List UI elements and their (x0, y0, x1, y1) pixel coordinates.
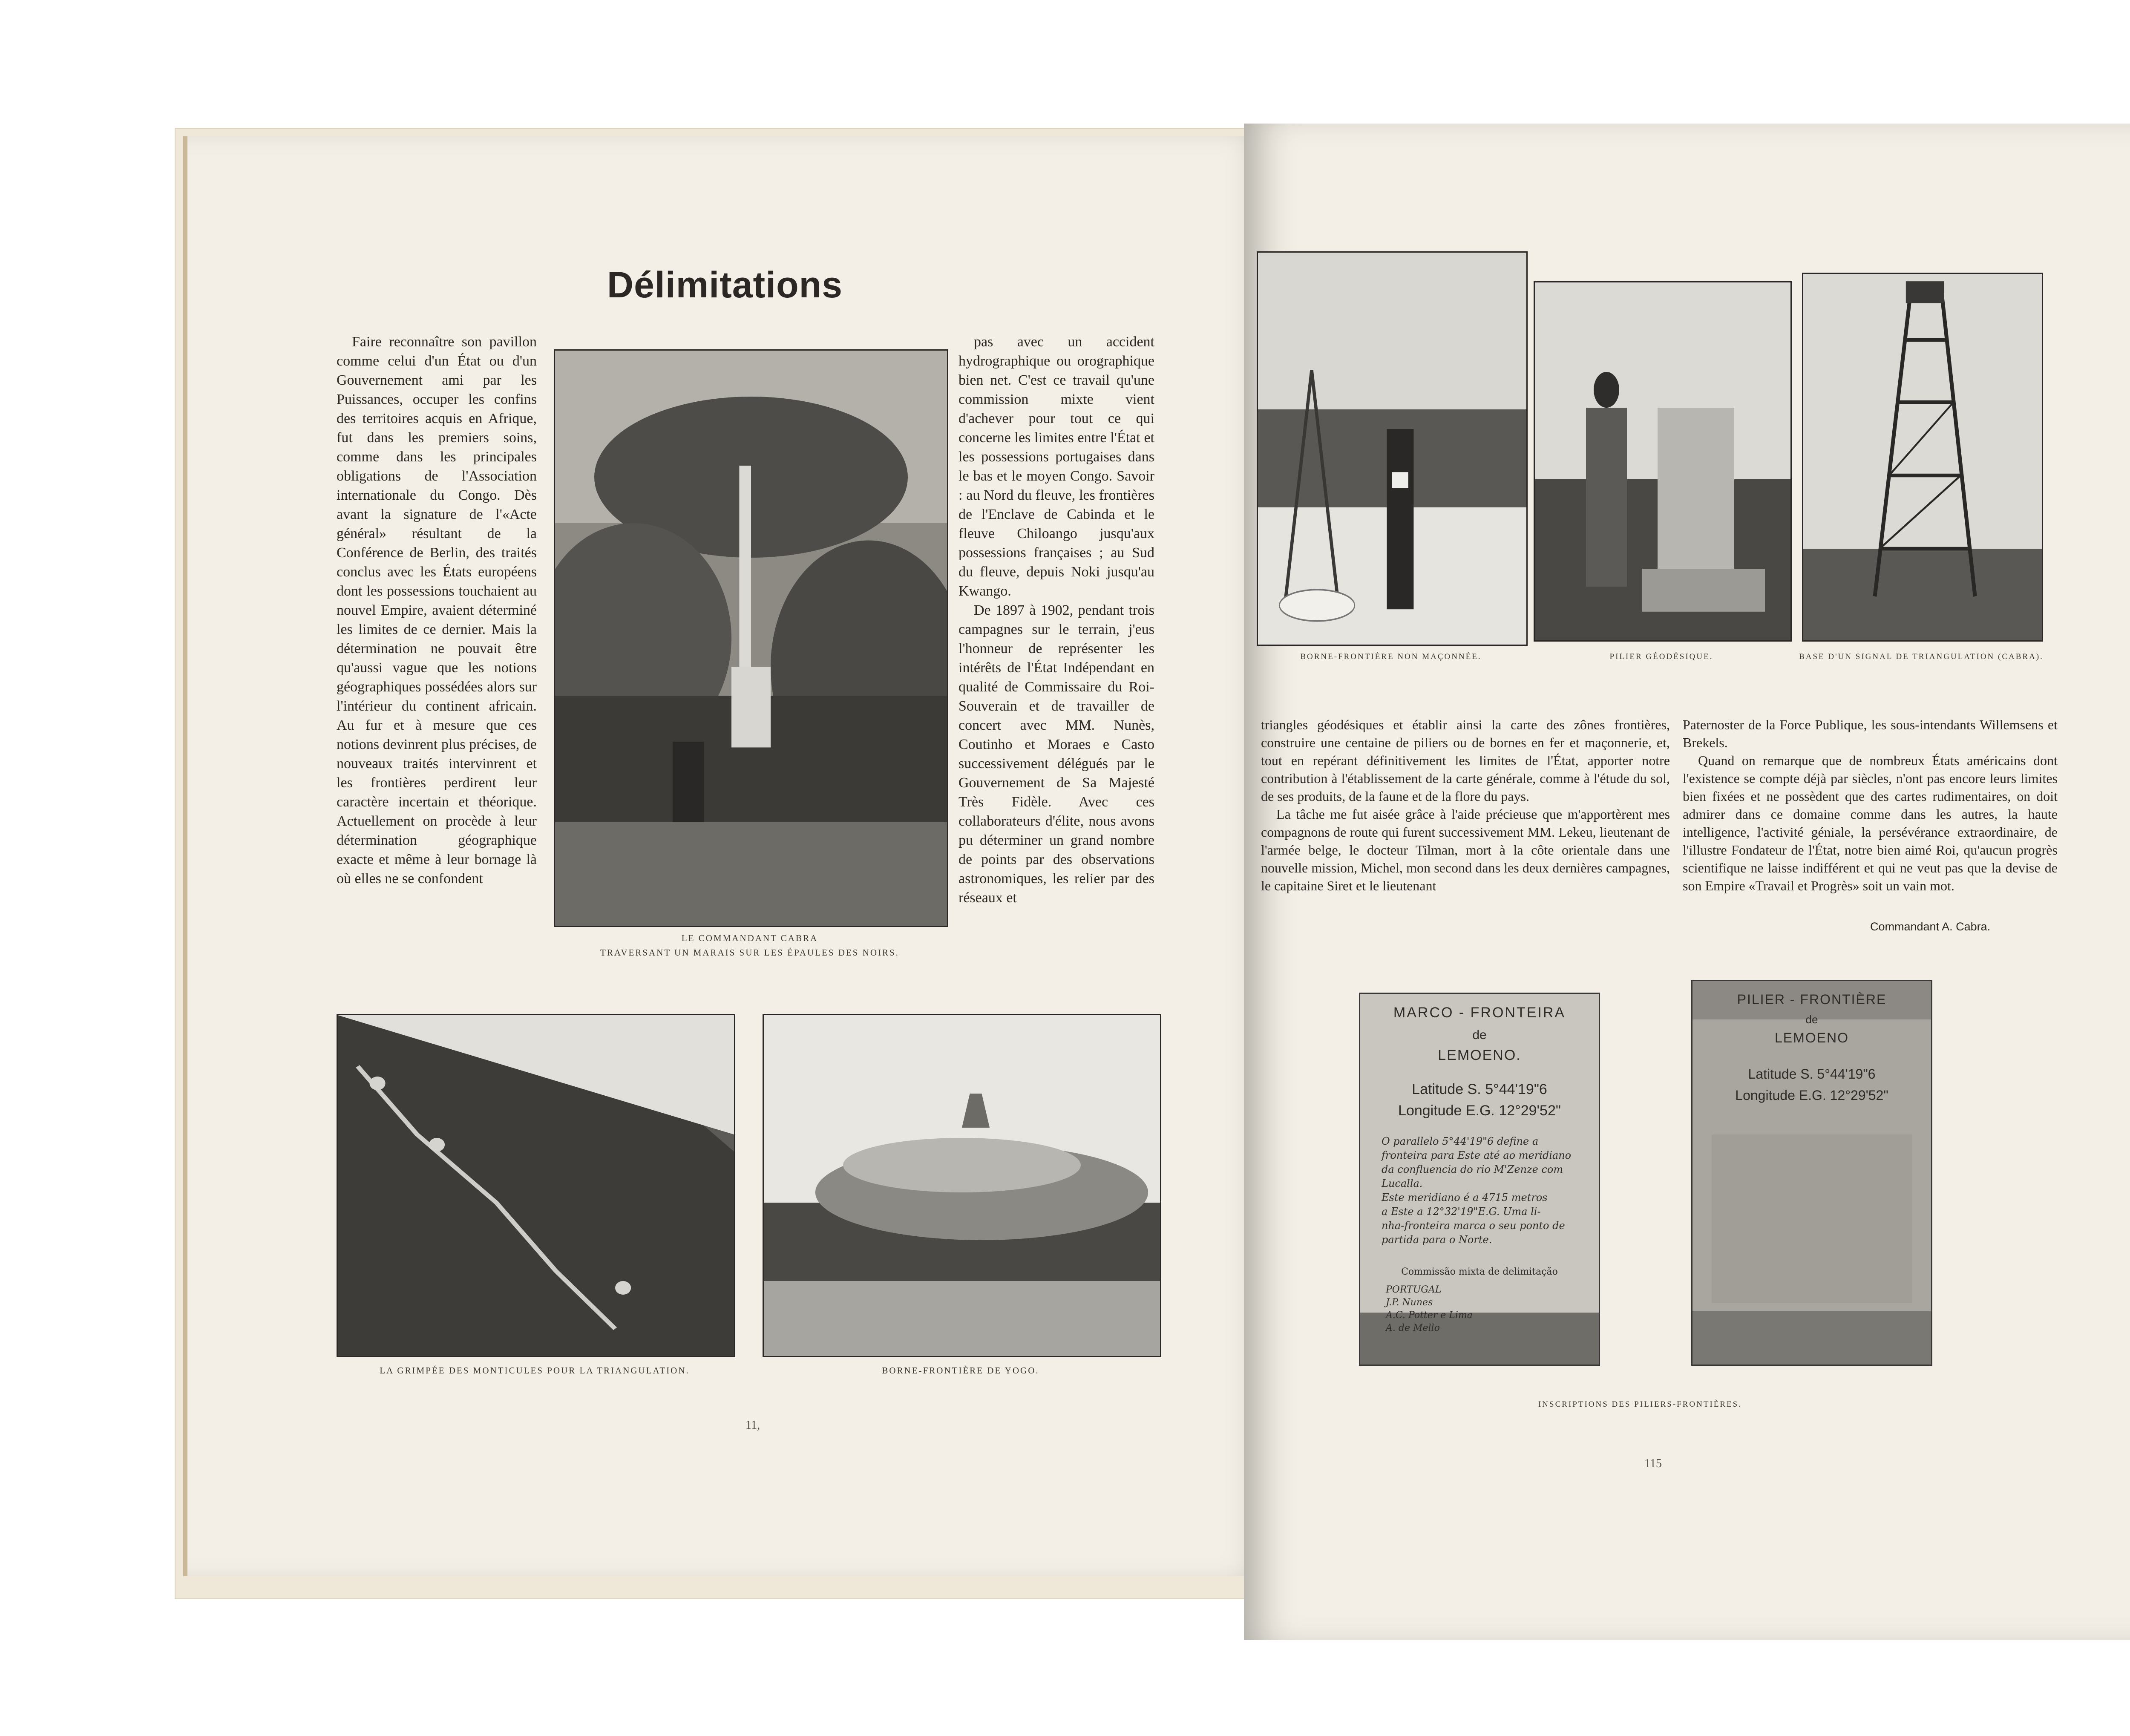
paragraph: Quand on remarque que de nombreux États américains dont l'existence se compte déjà par siècles, n'ont pas encore leurs limites bien fixées et ne possèdent que des cartes rudimentaires, on doit admirer dans ce domaine comme dans les autres, la haute intelligence, l'activité géniale, la persévérance extraordinaire, de l'illustre Fondateur de l'État, notre bien aimé Roi, qu'aucun progrès scientifique ne laisse indifférent et qui ne veut pas que la devise de son Empire «Travail et Progrès» soit un vain mot. (1683, 753, 2058, 893)
plaques-caption: INSCRIPTIONS DES PILIERS-FRONTIÈRES. (1538, 1400, 1742, 1409)
plaque1-commission: Commissão mixta de delimitação (1401, 1267, 1558, 1277)
inscription-line: nha-fronteira marca o seu ponto de (1382, 1220, 1565, 1232)
plaque1-inscription (1382, 1134, 1586, 1247)
caption-line: TRAVERSANT UN MARAIS SUR LES ÉPAULES DES NOIRS. (600, 947, 899, 958)
plaque2-de: de (1805, 1013, 1818, 1026)
photo-caption-2: PILIER GÉODÉSIQUE. (1609, 652, 1713, 661)
photo-boundary-rock (763, 1014, 1161, 1357)
paragraph: pas avec un accident hydrographique ou orographique bien net. C'est ce travail qu'une commission mixte vient d'achever pour tout ce qui concerne les limites entre l'État et les possessions portugaises dans le bas et le moyen Congo. Savoir : au Nord du fleuve, les frontières de l'Enclave de Cabinda et le fleuve Chiloango jusqu'aux possessions françaises ; au Sud du fleuve, depuis Noki jusqu'au Kwango. (958, 334, 1154, 599)
photo-hill-caption: LA GRIMPÉE DES MONTICULES POUR LA TRIANGULATION. (380, 1365, 690, 1376)
photo-hill-climb (337, 1014, 735, 1357)
plaque-pilier-frontiere (1691, 980, 1932, 1366)
caption-line: LE COMMANDANT CABRA (681, 933, 818, 943)
plaque1-de: de (1472, 1028, 1487, 1042)
photo-marsh-crossing (554, 349, 948, 927)
left-column-1 (337, 332, 537, 888)
inscription-line: Lucalla. (1382, 1177, 1423, 1189)
plaque-name: J.P. Nunes (1386, 1297, 1433, 1308)
left-column-2 (958, 332, 1154, 907)
paragraph: De 1897 à 1902, pendant trois campagnes sur le terrain, j'eus l'honneur de représenter les intérêts de l'État Indépendant en qualité de Commissaire du Roi-Souverain et de travailler de concert avec MM. Nunès, Coutinho et Moraes e Casto successivement délégués par le Gouvernement de Sa Majesté Très Fidèle. Avec ces collaborateurs d'élite, nous avons pu déterminer un grand nombre de points par des observations astronomiques, les relier par des réseaux et (958, 602, 1154, 906)
photo-main-caption (554, 931, 946, 960)
right-column-2 (1683, 716, 2058, 895)
paragraph: triangles géodésiques et établir ainsi la carte des zônes frontières, construire une centaine de piliers ou de bornes en fer et maçonnerie, et, tout en repérant définitivement les limites de l'État, apporter notre contribution à l'établissement de la carte générale, comme à l'étude du sol, de ses produits, de la faune et de la flore du pays. (1261, 717, 1670, 804)
inscription-line: Este meridiano é a 4715 metros (1382, 1192, 1548, 1203)
plaque-name: PORTUGAL (1386, 1284, 1442, 1295)
page-number-left: 11, (746, 1419, 760, 1432)
inscription-line: O parallelo 5°44'19"6 define a (1382, 1135, 1539, 1147)
paragraph: Paternoster de la Force Publique, les sous-intendants Willemsens et Brekels. (1683, 717, 2058, 750)
photo-triangulation-tower (1802, 273, 2043, 642)
plaque2-heading: PILIER - FRONTIÈRE (1737, 992, 1887, 1007)
inscription-line: da confluencia do rio M'Zenze com (1382, 1163, 1563, 1175)
photo-unmasoned-boundary (1257, 251, 1528, 646)
paragraph: La tâche me fut aisée grâce à l'aide précieuse que m'apportèrent mes compagnons de route qui furent successivement MM. Lekeu, lieutenant de l'armée belge, le docteur Tilman, mort à la côte orientale dans une nouvelle mission, Michel, mon second dans les deux dernières campagnes, le capitaine Siret et le lieutenant (1261, 806, 1670, 893)
plaque2-longitude: Longitude E.G. 12°29'52" (1735, 1088, 1888, 1103)
plaque-marco-fronteira (1359, 993, 1600, 1366)
plaque2-latitude: Latitude S. 5°44'19"6 (1748, 1066, 1876, 1082)
plaque1-place: LEMOENO. (1438, 1047, 1521, 1063)
inscription-line: fronteira para Este até ao meridiano (1382, 1149, 1572, 1161)
photo-caption-1: BORNE-FRONTIÈRE NON MAÇONNÉE. (1300, 652, 1482, 661)
photo-caption-3: BASE D'UN SIGNAL DE TRIANGULATION (CABRA). (1799, 652, 2044, 661)
paragraph: Faire reconnaître son pavillon comme celui d'un État ou d'un Gouvernement ami par les Puissances, occuper les confins des territoires acquis en Afrique, fut dans les premiers soins, comme dans les principales obligations de l'Association internationale du Congo. Dès avant la signature de l'«Acte général» résultant de la Conférence de Berlin, des traités conclus avec les États européens dont les possessions touchaient au nouvel Empire, avaient déterminé les limites de ce dernier. Mais la détermination ne pouvait être qu'aussi vague que les notions géographiques possédées alors sur l'intérieur du continent africain. Au fur et à mesure que ces notions devinrent plus précises, de nouveaux traités intervinrent et les frontières perdirent leur caractère incertain et théorique. Actuellement on procède à leur détermination géographique exacte et même à leur bornage là où elles ne se confondent (337, 334, 537, 887)
inscription-line: partida para o Norte. (1382, 1234, 1492, 1246)
inscription-line: a Este a 12°32'19"E.G. Uma li- (1382, 1206, 1541, 1218)
page-title: Délimitations (607, 265, 843, 305)
plaque1-names (1386, 1284, 1492, 1335)
plaque-name: A.C. Potter e Lima (1386, 1310, 1473, 1321)
plaque1-longitude: Longitude E.G. 12°29'52" (1398, 1103, 1561, 1119)
plaque-name: A. de Mello (1386, 1323, 1440, 1333)
photo-rock-caption: BORNE-FRONTIÈRE DE YOGO. (882, 1365, 1039, 1376)
right-column-1 (1261, 716, 1670, 895)
plaque1-latitude: Latitude S. 5°44'19"6 (1412, 1081, 1547, 1097)
photo-geodesic-pillar (1534, 281, 1792, 642)
plaque1-heading: MARCO - FRONTEIRA (1393, 1005, 1566, 1021)
signature: Commandant A. Cabra. (1870, 920, 1991, 933)
page-number-right: 115 (1644, 1457, 1662, 1470)
plaque2-place: LEMOENO (1774, 1030, 1849, 1045)
